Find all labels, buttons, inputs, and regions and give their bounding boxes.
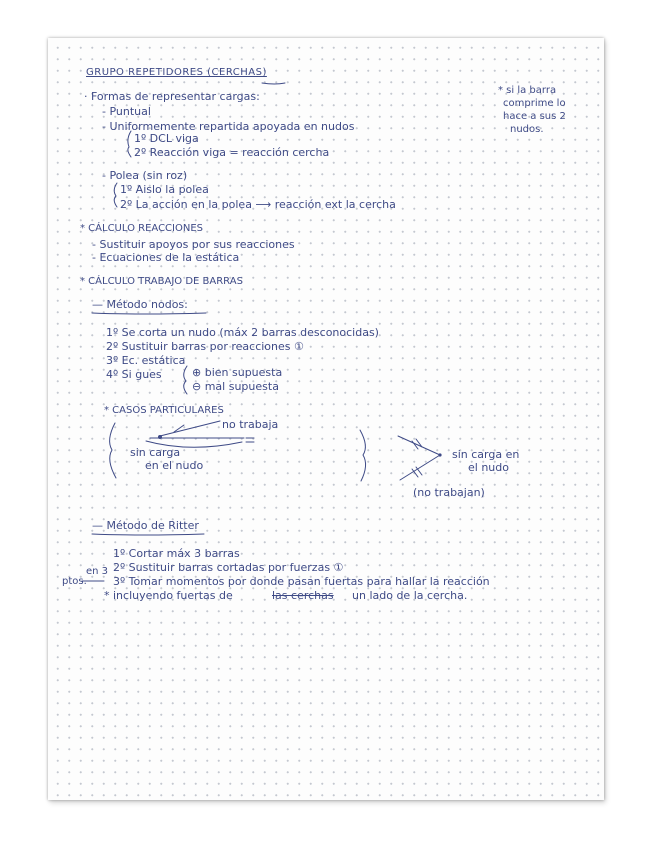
case-2-sin-carga: sin carga en	[452, 448, 520, 461]
loads-step-aislo: 1º Aislo la polea	[120, 183, 209, 196]
nodes-step-3: 3º Ec. estática	[106, 354, 186, 367]
brace-polea	[114, 183, 117, 207]
reactions-sustituir: - Sustituir apoyos por sus reacciones	[92, 238, 295, 251]
reactions-heading: * CÁLCULO REACCIONES	[80, 223, 204, 234]
case-1-no-trabaja: no trabaja	[222, 418, 279, 431]
ritter-margin-note-2: ptos.	[62, 576, 87, 587]
ritter-step-2: 2º Sustituir barras cortadas por fuerzas ①	[113, 561, 344, 574]
loads-step-dcl: 1º DCL viga	[134, 132, 199, 145]
ritter-method-heading: — Método de Ritter	[92, 519, 199, 532]
side-note-line-4: nudos.	[510, 124, 544, 135]
brace-signs	[184, 366, 187, 394]
ritter-step-4: * incluyendo fuertas de	[104, 589, 233, 602]
nodes-step-1: 1º Se corta un nudo (máx 2 barras desconocidas)	[106, 326, 379, 339]
case-1-inclined-bar	[160, 421, 220, 436]
reactions-ecuaciones: - Ecuaciones de la estática	[92, 251, 240, 264]
ritter-step-1: 1º Cortar máx 3 barras	[113, 547, 240, 560]
side-note-line-1: * si la barra	[498, 85, 557, 96]
loads-polea: - Polea (sin roz)	[102, 169, 188, 182]
special-cases-heading: * CASOS PARTICULARES	[104, 405, 224, 416]
ritter-step-3: 3º Tomar momentos por donde pasan fuertas para hallar la reacción	[113, 575, 490, 588]
nodes-method-heading: — Método nodos:	[92, 298, 188, 311]
nodes-step-4-plus: ⊕ bien supuesta	[192, 366, 283, 379]
side-note-line-2: comprime lo	[503, 98, 566, 109]
loads-puntual: - Puntual	[102, 105, 151, 118]
case-1-left-brace	[110, 423, 116, 478]
case-2-upper-ticks	[412, 439, 422, 449]
case-2-brace	[360, 430, 366, 481]
loads-step-reaccion: 2º Reacción viga = reacción cercha	[134, 146, 330, 159]
nodes-method-underline	[92, 313, 206, 314]
brace-uniforme	[128, 131, 131, 157]
ritter-method-underline	[92, 534, 204, 535]
case-2-lower-bar	[400, 455, 440, 480]
ritter-margin-note-1: en 3	[86, 566, 109, 577]
case-1-node-dot	[158, 435, 162, 439]
side-note-line-3: hace a sus 2	[503, 111, 566, 122]
nodes-step-2: 2º Sustituir barras por reacciones ①	[106, 340, 304, 353]
title-underline-tail	[262, 83, 285, 84]
case-2-no-trabajan: (no trabajan)	[413, 486, 485, 499]
case-1-equals-sign	[246, 438, 254, 442]
case-2-upper-bar	[398, 436, 440, 455]
loads-heading: · Formas de representar cargas:	[84, 90, 260, 103]
case-1-sin-carga: sin carga	[130, 446, 181, 459]
ritter-step-4-strikethrough: las cerchas	[272, 589, 334, 602]
case-2-node-dot	[438, 453, 441, 456]
loads-uniforme: - Uniformemente repartida apoyada en nudos	[102, 120, 355, 133]
nodes-step-4-minus: ⊖ mal supuesta	[192, 380, 279, 393]
page-title: GRUPO REPETIDORES (CERCHAS)	[86, 67, 267, 78]
case-2-el-nudo: el nudo	[468, 461, 509, 474]
nodes-step-4: 4º Si gues	[106, 368, 162, 381]
case-1-en-el-nudo: en el nudo	[145, 459, 204, 472]
case-1-underbrace	[146, 441, 242, 447]
ritter-step-4-end: un lado de la cercha.	[352, 589, 468, 602]
bars-heading: * CÁLCULO TRABAJO DE BARRAS	[80, 276, 243, 287]
loads-step-accion: 2º La acción en la polea ⟶ reacción ext la cercha	[120, 198, 396, 211]
